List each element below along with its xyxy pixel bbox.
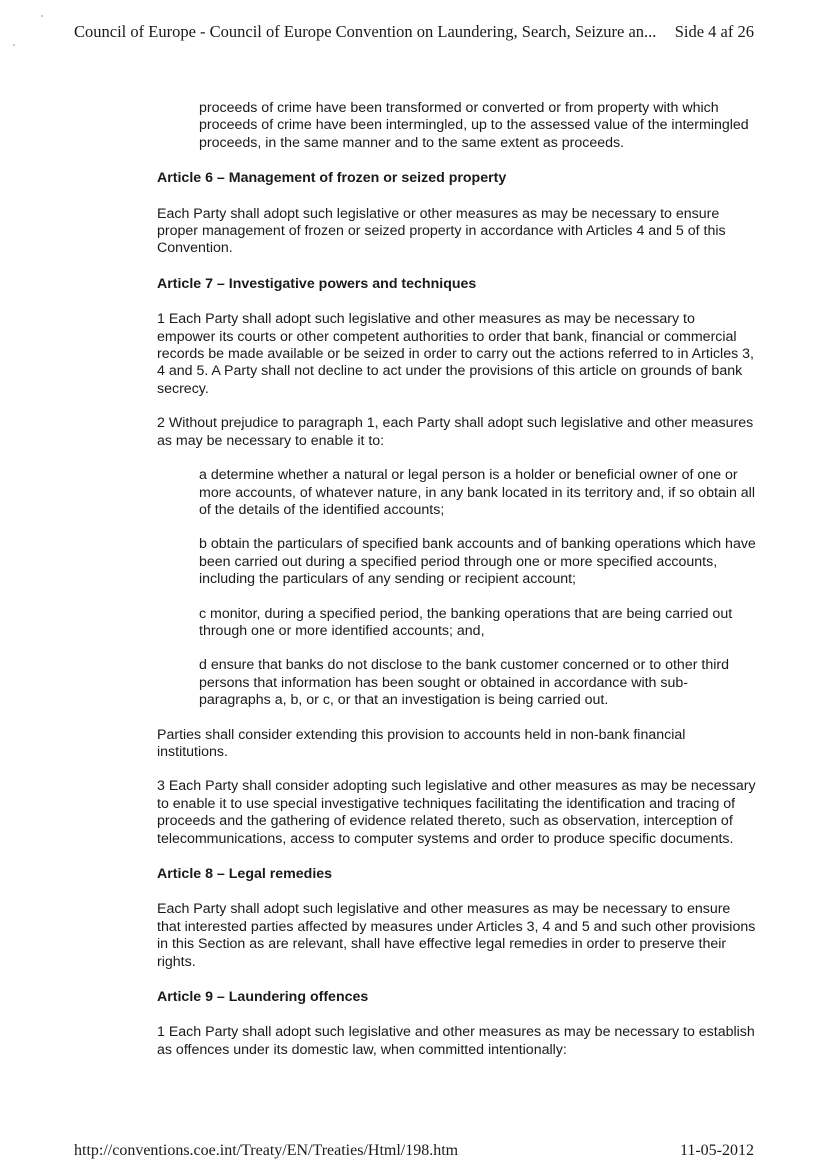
continuation-paragraph: proceeds of crime have been transformed or converted or from property with which proceeds of crime have been intermingled, up to the assessed value of the intermingled proceeds, in the same manner and to the same extent as proceeds. [199, 100, 749, 151]
article-7-subparagraph-d: d ensure that banks do not disclose to the bank customer concerned or to other third persons that information has been sought or obtained in accordance with sub-paragraphs a, b, or c, or that an investigation is being carried out. [199, 657, 729, 709]
article-7-parties-note: Parties shall consider extending this provision to accounts held in non-bank financial institutions. [157, 726, 686, 760]
header-title: Council of Europe - Council of Europe Convention on Laundering, Search, Seizure an... [74, 22, 657, 41]
article-7-subparagraph-b: b obtain the particulars of specified bank accounts and of banking operations which have been carried out during a specified period through one or more specified accounts, including the particulars of any sending or recipient account; [199, 536, 756, 588]
footer-url: http://conventions.coe.int/Treaty/EN/Treaties/Html/198.htm [74, 1142, 459, 1159]
article-6-text: Each Party shall adopt such legislative or other measures as may be necessary to ensure proper management of frozen or seized property in accordance with Articles 4 and 5 of this Convention. [157, 205, 726, 257]
article-7-subparagraph-a: a determine whether a natural or legal person is a holder or beneficial owner of one or more accounts, of whatever nature, in any bank located in its territory and, if so obtain all of the details of the identified accounts; [199, 467, 755, 518]
article-9-paragraph-1: 1 Each Party shall adopt such legislative and other measures as may be necessary to establish as offences under its domestic law, when committed intentionally: [157, 1024, 755, 1058]
footer-date: 11-05-2012 [679, 1142, 754, 1159]
article-7-paragraph-3: 3 Each Party shall consider adopting such legislative and other measures as may be necessary to enable it to use special investigative techniques facilitating the identification and tracing of proceeds and the gathering of evidence related thereto, such as observation, interception of telecommunications, access to computer systems and order to produce specific documents. [157, 778, 756, 847]
article-8-heading: Article 8 – Legal remedies [157, 866, 333, 882]
article-7-paragraph-1: 1 Each Party shall adopt such legislative and other measures as may be necessary to empower its courts or other competent authorities to order that bank, financial or commercial records be made available or be seized in order to carry out the actions referred to in Articles 3, 4 and 5. A Party shall not decline to act under the provisions of this article on grounds of bank secrecy. [157, 311, 754, 397]
article-8-text: Each Party shall adopt such legislative and other measures as may be necessary to ensure that interested parties affected by measures under Articles 3, 4 and 5 and such other provisions in this Section as are relevant, shall have effective legal remedies in order to preserve their rights. [157, 901, 756, 970]
scan-speck [13, 44, 15, 46]
page-number: Side 4 af 26 [674, 22, 754, 41]
article-7-paragraph-2: 2 Without prejudice to paragraph 1, each Party shall adopt such legislative and other measures as may be necessary to enable it to: [157, 415, 754, 449]
article-7-subparagraph-c: c monitor, during a specified period, the banking operations that are being carried out through one or more identified accounts; and, [199, 605, 733, 639]
document-body [157, 100, 757, 1059]
scan-speck [41, 15, 43, 17]
article-9-heading: Article 9 – Laundering offences [157, 989, 369, 1006]
article-7-heading: Article 7 – Investigative powers and techniques [157, 275, 477, 292]
article-6-heading: Article 6 – Management of frozen or seized property [157, 170, 507, 187]
